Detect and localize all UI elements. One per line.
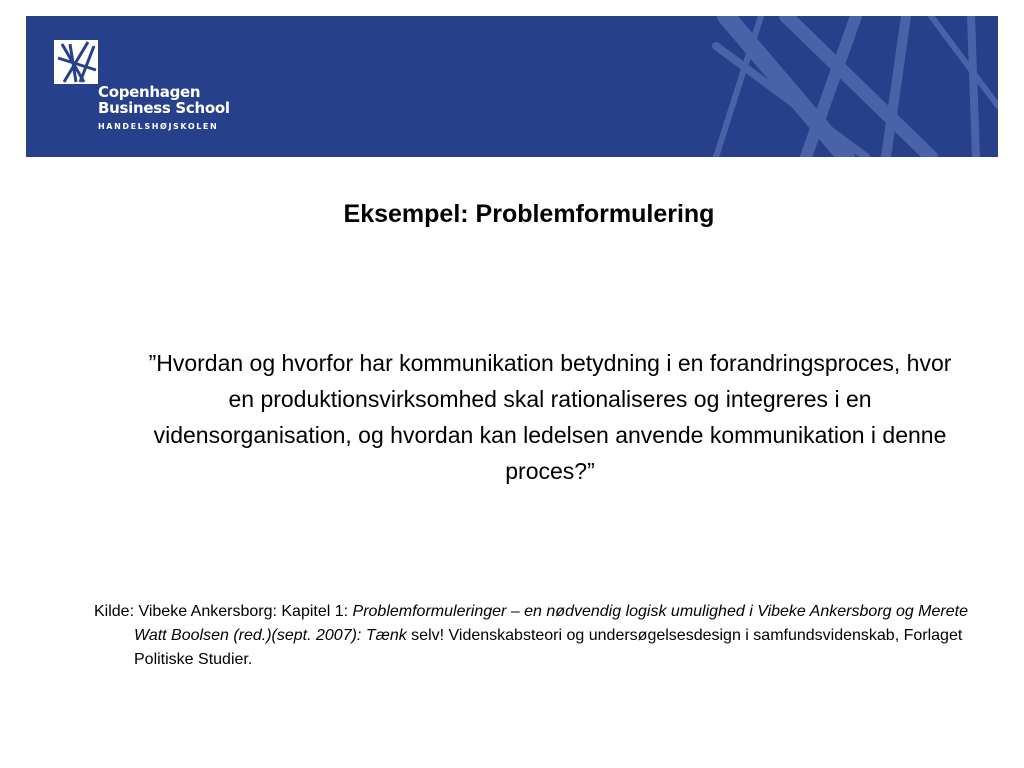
source-prefix: Kilde: Vibeke Ankersborg: Kapitel 1:	[94, 603, 353, 620]
source-citation	[94, 600, 974, 672]
logo-name-line1: Copenhagen	[98, 83, 201, 101]
problem-statement-quote: ”Hvordan og hvorfor har kommunikation betydning i en forandringsproces, hvor en produktionsvirksomhed skal rationaliseres og integreres i en vidensorganisation, og hvordan kan ledelsen anvende kommunikation i denne proces?”	[148, 350, 952, 484]
logo-subtitle: HANDELSHØJSKOLEN	[98, 122, 219, 131]
cbs-logo-mark-icon	[54, 40, 98, 84]
header-banner	[26, 16, 998, 157]
logo-name	[98, 84, 230, 116]
source-italic-title: Problemformuleringer – en nødvendig logisk umulighed i Vibeke Ankersborg og Merete Watt Boolsen (red.)(sept. 2007): Tænk	[134, 603, 968, 644]
cbs-logo[interactable]	[54, 40, 254, 152]
slide-title: Eksempel: Problemformulering	[343, 200, 715, 228]
source-rest: selv! Videnskabsteori og undersøgelsesdesign i samfundsvidenskab, Forlaget Politiske Studier.	[134, 627, 963, 668]
logo-name-line2: Business School	[98, 99, 230, 117]
